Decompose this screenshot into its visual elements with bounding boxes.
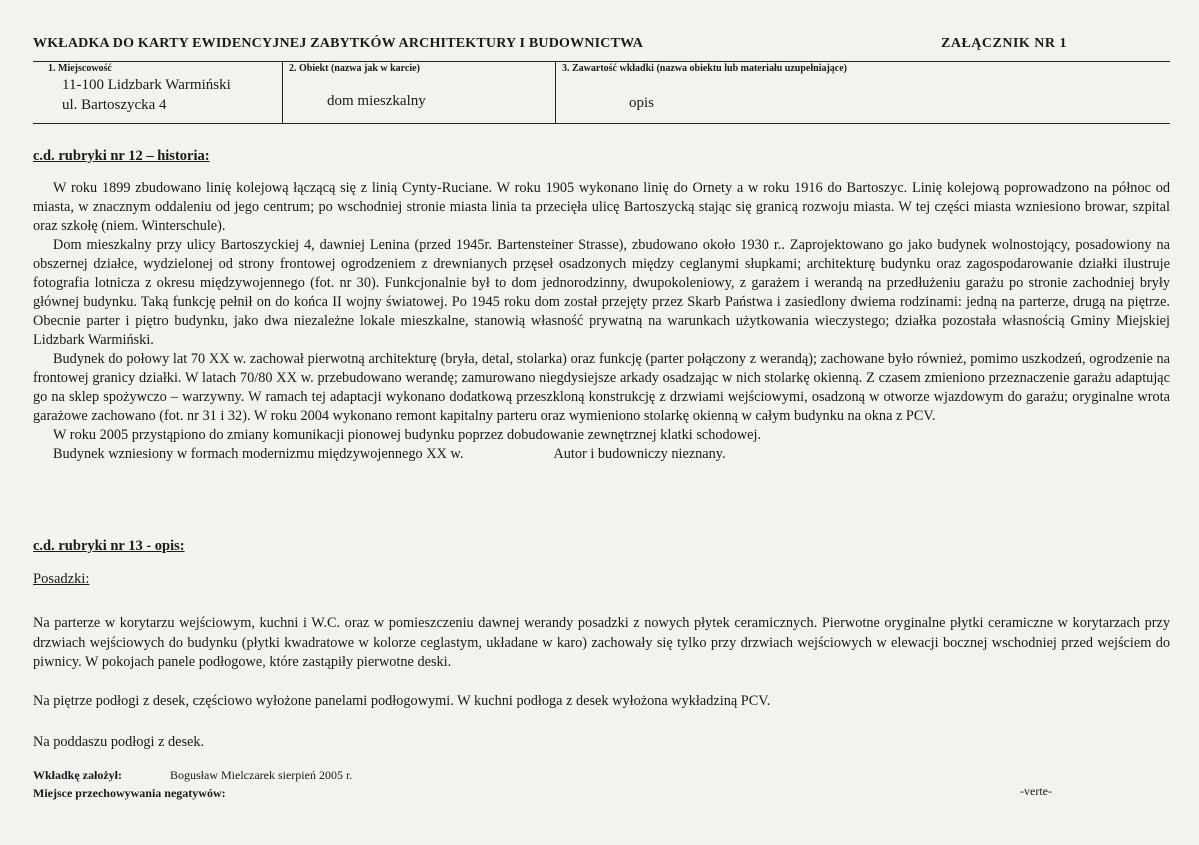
style-statement: Budynek wzniesiony w formach modernizmu międzywojennego XX w. [53,446,464,462]
floors-subheading: Posadzki: [33,571,90,587]
location-line2: ul. Bartoszycka 4 [62,97,167,113]
history-heading: c.d. rubryki nr 12 – historia: [33,148,210,164]
history-paragraph: W roku 2005 przystąpiono do zmiany komunikacji pionowej budynku poprzez dobudowanie zewnętrznej klatki schodowej. [53,427,762,443]
content-value: opis [629,95,655,111]
author-value: Bogusław Mielczarek sierpień 2005 r. [170,768,353,782]
content-label: 3. Zawartość wkładki (nazwa obiektu lub materiału uzupełniające) [562,63,848,74]
location-line1: 11-100 Lidzbark Warmiński [62,77,231,93]
history-paragraph-last [33,445,1170,464]
author-line [33,768,352,783]
author-statement: Autor i budowniczy nieznany. [553,446,726,462]
history-text [33,179,1170,464]
history-paragraph: Budynek do połowy lat 70 XX w. zachował pierwotną architekturę (bryła, detal, stolarka) oraz funkcję (parter połączony z werandą); zachowane było również, pomimo uszkodzeń, ogrodzenie na frontowej granicy działki. W latach 70/80 XX w. przebudowano werandę; zamurowano niegdysiejsze arkady osadzając w nich stolarkę okienną. Z czasem zmieniono przeznaczenie garażu adaptując go na sklep spożywczo – warzywny. W ramach tej adaptacji wykonano dodatkową przeszkloną konstrukcję z drzwiami wejściowymi, osadzoną w otworze wjazdowym do garażu; oryginalne wrota garażowe zachowano (fot. nr 31 i 32). W roku 2004 wykonano remont kapitalny parteru oraz wymieniono stolarkę okienną w całym budynku na okna z PCV. [33,351,1170,424]
description-paragraph: Na piętrze podłogi z desek, częściowo wyłożone panelami podłogowymi. W kuchni podłoga z desek wyłożona wykładziną PCV. [33,693,771,709]
negatives-label: Miejsce przechowywania negatywów: [33,786,226,800]
verte-label: -verte- [1020,784,1052,798]
field-divider [282,61,283,123]
field-divider [555,61,556,123]
header-rule-top [33,61,1170,62]
header-rule-bottom [33,123,1170,124]
history-paragraph: Dom mieszkalny przy ulicy Bartoszyckiej 4, dawniej Lenina (przed 1945r. Bartensteiner Strasse), zbudowano około 1930 r.. Zaprojektowano go jako budynek wolnostojący, posadowiony na obszernej działce, wydzielonej od strony frontowej ogrodzeniem z drewnianych przęseł osadzonych między ceglanymi słupkami; architekturę budynku oraz zagospodarowanie działki ilustruje fotografia lotnicza z okresu międzywojennego (fot. nr 30). Funkcjonalnie był to dom jednorodzinny, dwupokoleniowy, z garażem i werandą na przedłużeniu garażu po stronie zachodniej bryły głównej budynku. Taką funkcję pełnił on do końca II wojny światowej. Po 1945 roku dom został przejęty przez Skarb Państwa i zasiedlony dwiema rodzinami: jedną na parterze, drugą na piętrze. Obecnie parter i piętro budynku, jako dwa niezależne lokale mieszkalne, stanowią własność prywatną na warunkach użytkowania wieczystego; działka pozostała własnością Gminy Miejskiej Lidzbark Warmiński. [33,237,1170,348]
annex-label: ZAŁĄCZNIK NR 1 [941,36,1068,51]
object-label: 2. Obiekt (nazwa jak w karcie) [289,63,420,74]
history-paragraph: W roku 1899 zbudowano linię kolejową łączącą się z linią Cynty-Ruciane. W roku 1905 wykonano linię do Ornety a w roku 1916 do Bartoszyc. Linię kolejową poprowadzono na północ od miasta, w znacznym oddaleniu od jego centrum; po wschodniej stronie miasta linia ta przecięła ulicę Bartoszycką stając się granicą rozwoju miasta. W tej części miasta wzniesiono browar, szpital oraz szkołę (niem. Winterschule). [33,180,1170,234]
description-paragraph: Na poddaszu podłogi z desek. [33,734,205,750]
author-label: Wkładkę założył: [33,768,122,782]
object-value: dom mieszkalny [327,93,426,109]
negatives-line [33,786,226,801]
document-title: WKŁADKA DO KARTY EWIDENCYJNEJ ZABYTKÓW ARCHITEKTURY I BUDOWNICTWA [33,36,644,51]
location-label: 1. Miejscowość [48,63,112,74]
description-heading: c.d. rubryki nr 13 - opis: [33,538,185,554]
description-paragraph: Na parterze w korytarzu wejściowym, kuchni i W.C. oraz w pomieszczeniu dawnej werandy posadzki z nowych płytek ceramicznych. Pierwotne oryginalne płytki ceramiczne w korytarzach przy drzwiach wejściowych do budynku (płytki kwadratowe w kolorze ceglastym, układane w karo) zachowały się tylko przy drzwiach wejściowych w elewacji bocznej wschodniej przed wejściem do piwnicy. W pokojach panele podłogowe, które zastąpiły pierwotne deski. [33,615,1170,670]
